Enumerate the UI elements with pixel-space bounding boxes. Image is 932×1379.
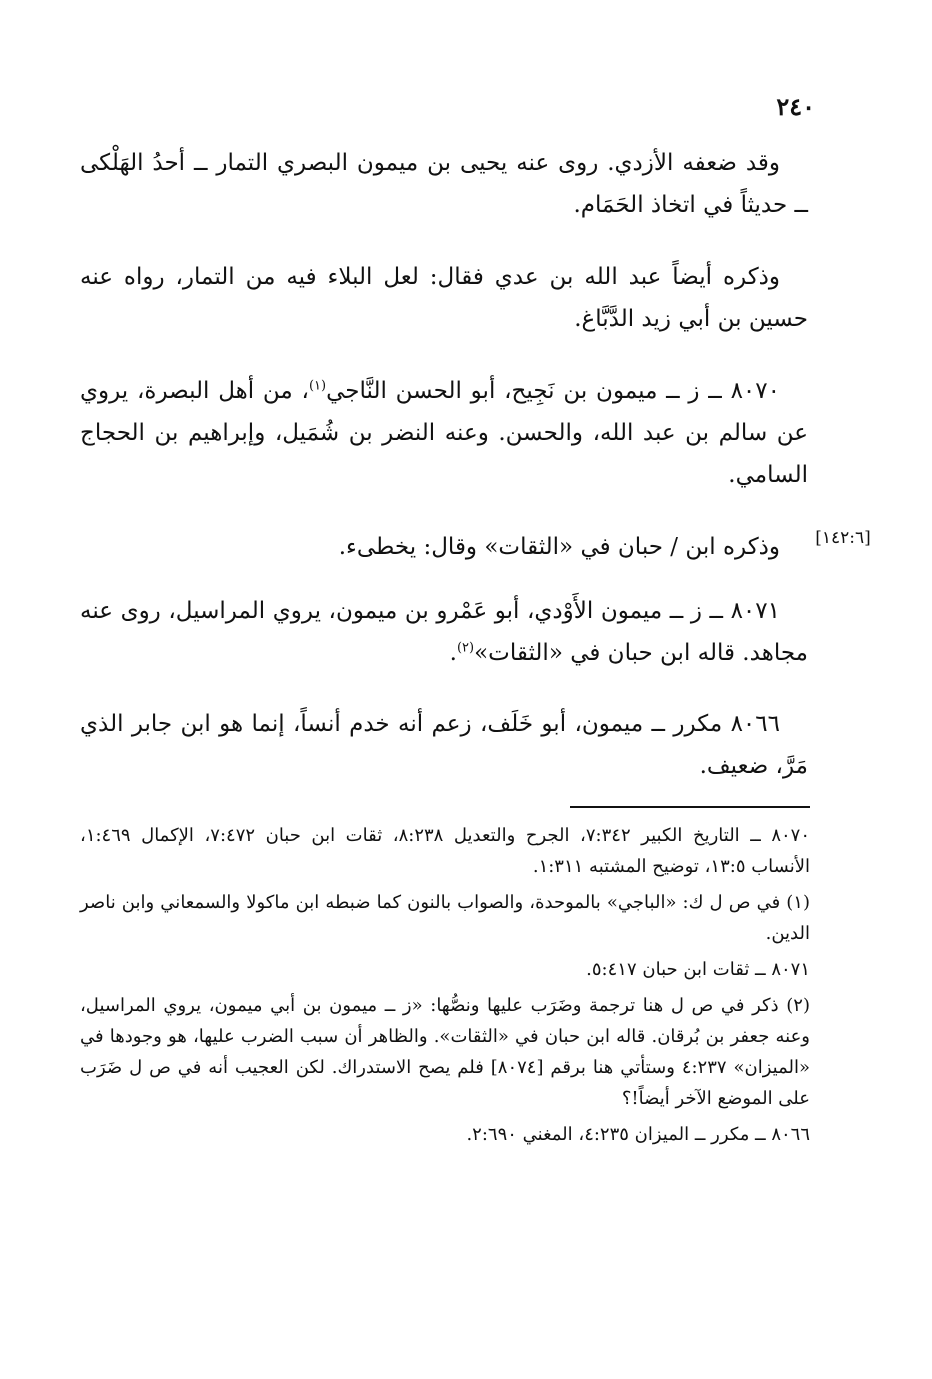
footnote-marker-1: (١) — [308, 378, 327, 394]
entry-8070-text-start: ٨٠٧٠ ــ ز ــ ميمون بن نَجِيح، أبو الحسن النَّاجي — [326, 378, 780, 404]
entry-8070-continuation: وذكره ابن / حبان في «الثقات» وقال: يخطىء. — [338, 534, 780, 560]
footnote-2: (٢) ذكر في ص ل هنا ترجمة وضَرَب عليها ونصُّها: «ز ــ ميمون بن أبي ميمون، يروي المراسيل، وعنه جعفر بن بُرقان. قاله ابن حبان في «الثقات». والظاهر أن سبب الضرب عليها، هو وجودها في «الميزان» ٤:٢٣٧ وستأتي هنا برقم [٨٠٧٤] فلم يصح الاستدراك. لكن العجيب أنه في ص ل ضَرَب على الموضع الآخر أيضاً!؟ — [80, 995, 810, 1109]
margin-reference: [١٤٢:٦] — [815, 528, 871, 548]
footnote-8066: ٨٠٦٦ ــ مكرر ــ الميزان ٤:٢٣٥، المغني ٢:٦٩٠. — [466, 1124, 810, 1145]
entry-8070 — [80, 370, 808, 496]
footnote-marker-2: (٢) — [456, 640, 475, 656]
entry-8066: ٨٠٦٦ مكرر ــ ميمون، أبو خَلَف، زعم أنه خدم أنساً، إنما هو ابن جابر الذي مَرَّ، ضعيف. — [80, 711, 808, 779]
footnote-separator — [570, 806, 810, 808]
continuation-paragraph-2: وذكره أيضاً عبد الله بن عدي فقال: لعل البلاء فيه من التمار، رواه عنه حسين بن أبي زيد الدَّبَّاغ. — [80, 264, 808, 332]
entry-8071-text: ٨٠٧١ ــ ز ــ ميمون الأَوْدي، أبو عَمْرو بن ميمون، يروي المراسيل، روى عنه مجاهد. قاله ابن حبان في «الثقات» — [80, 598, 808, 666]
footnote-8070: ٨٠٧٠ ــ التاريخ الكبير ٧:٣٤٢، الجرح والتعديل ٨:٢٣٨، ثقات ابن حبان ٧:٤٧٢، الإكمال ١:٤٦٩، الأنساب ١٣:٥، توضيح المشتبه ١:٣١١. — [80, 825, 811, 877]
continuation-paragraph-1: وقد ضعفه الأزدي. روى عنه يحيى بن ميمون البصري التمار ــ أحدُ الهَلْكى ــ حديثاً في اتخاذ الحَمَام. — [80, 150, 808, 218]
footnotes — [80, 820, 810, 1155]
entry-8071 — [80, 590, 808, 674]
entry-8070-text-end: ، من أهل البصرة، يروي عن سالم بن عبد الله، والحسن. وعنه النضر بن شُمَيل، وإبراهيم بن الحجاج السامي. — [80, 378, 808, 488]
footnote-8071: ٨٠٧١ ــ ثقات ابن حبان ٥:٤١٧. — [586, 959, 810, 980]
entry-8071-text-end: . — [449, 640, 457, 666]
page-number: ٢٤٠ — [776, 92, 815, 121]
footnote-1: (١) في ص ل ك: «الباجي» بالموحدة، والصواب بالنون كما ضبطه ابن ماكولا والسمعاني وابن ناصر الدين. — [80, 892, 810, 944]
